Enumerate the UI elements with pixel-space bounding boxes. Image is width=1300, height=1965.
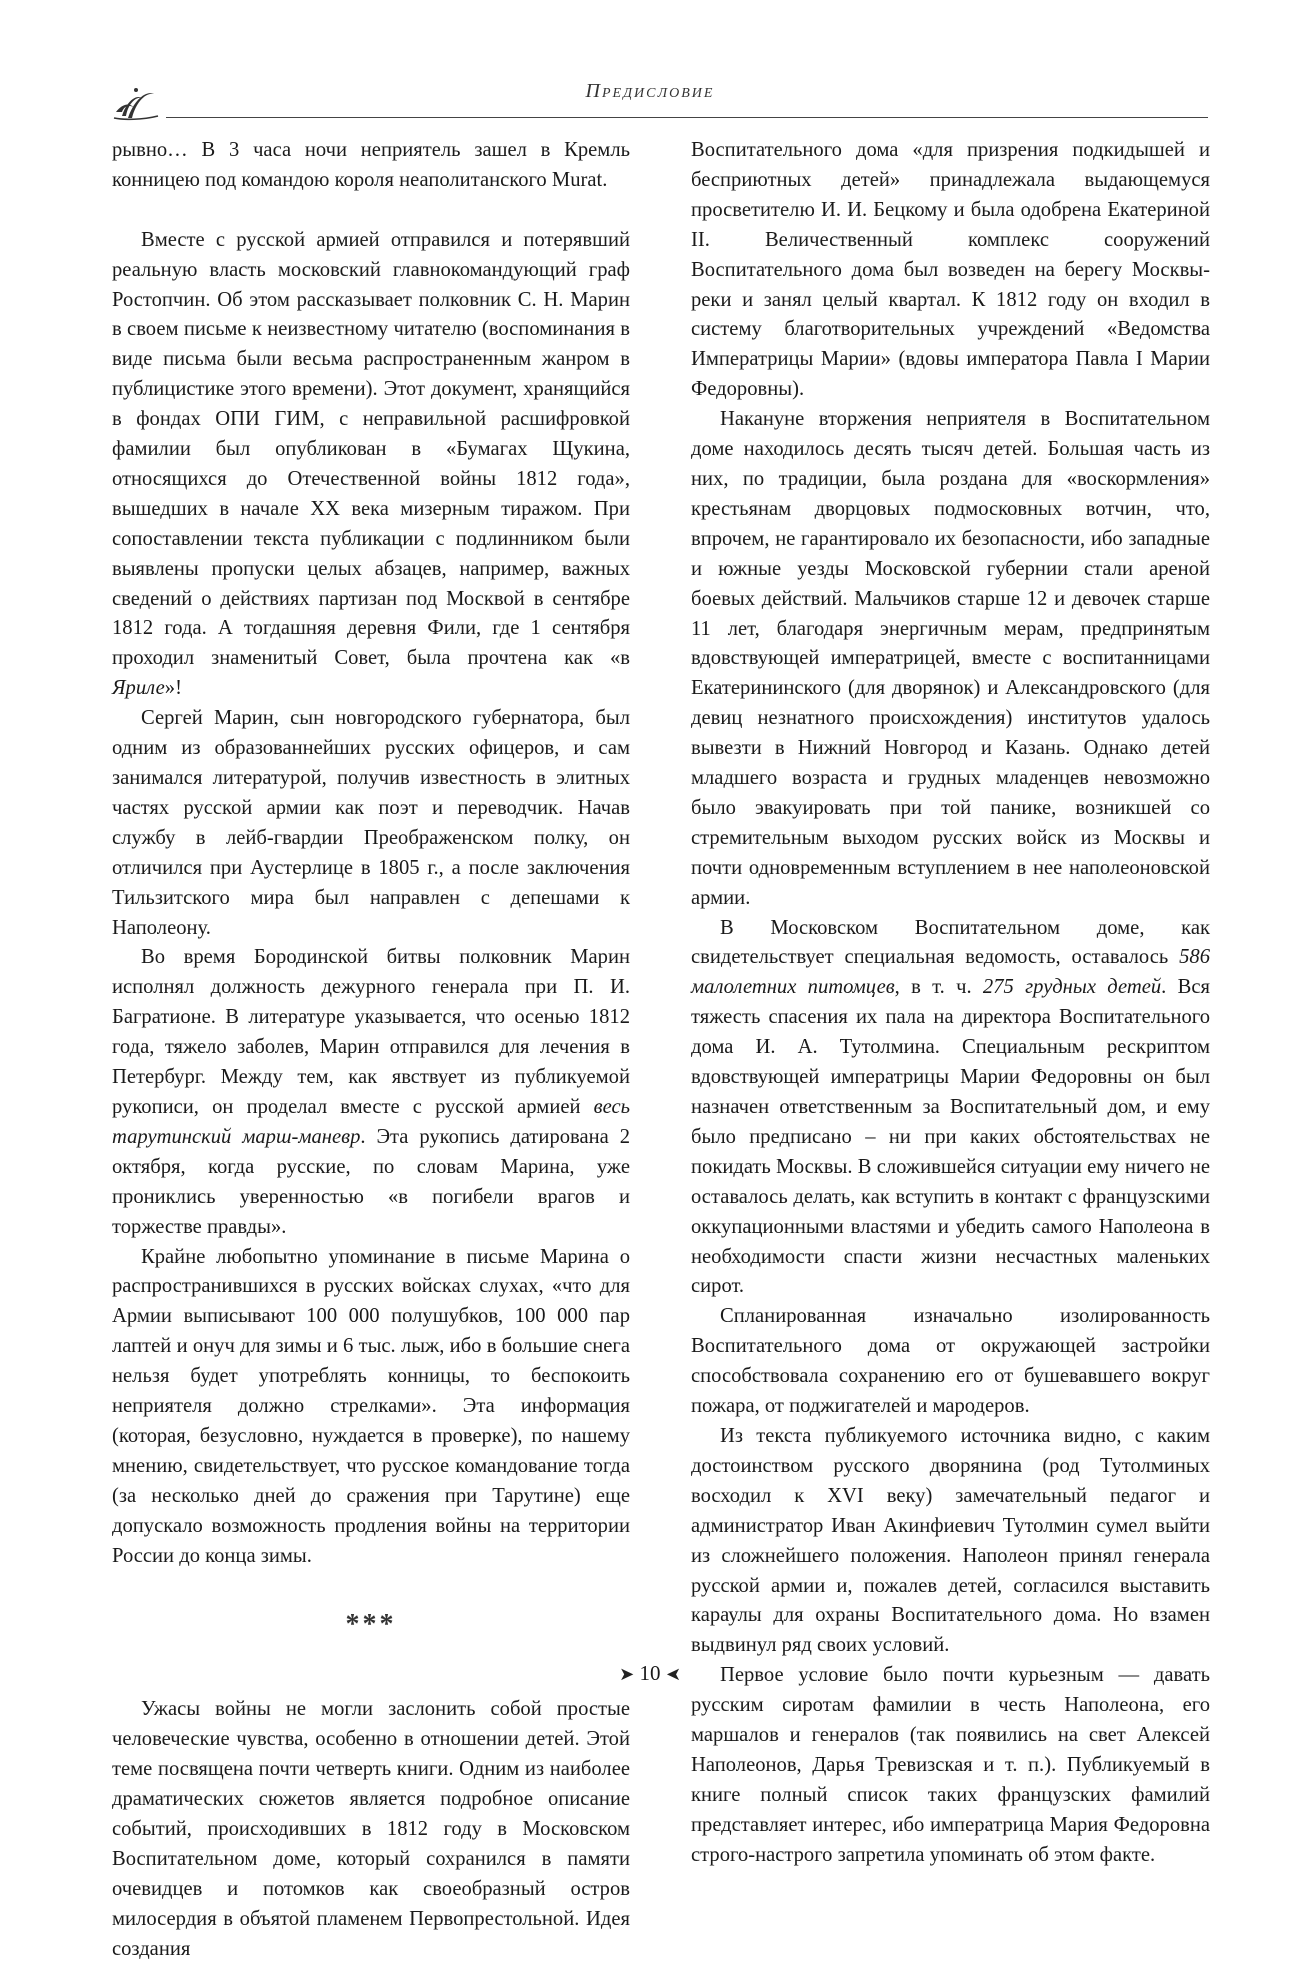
left-arrow-icon: ➤ <box>665 1664 681 1684</box>
paragraph: Спланированная изначально изолированность Воспитательного дома от окружающей застройки способствовала сохранению его от бушевавшего вокруг пожара, от поджигателей и мародеров. <box>691 1305 1210 1418</box>
paragraph: В Московском Воспитательном доме, как свидетельствует специальная ведомость, оставалось 586 малолетних питомцев, в т. ч. 275 грудных детей. Вся тяжесть спасения их пала на директора Воспитательного дома И. А. Тутолмина. Специальным рескриптом вдовствующей императрицы Марии Федоровны он был назначен ответственным за Воспитательный дом, и ему было предписано – ни при каких обстоятельствах не покидать Москвы. В сложившейся ситуации ему ничего не оставалось делать, как вступить в контакт с французскими оккупационными властями и убедить самого Наполеона в необходимости спасти жизни несчастных маленьких сирот. <box>691 916 1210 1298</box>
paragraph: Воспитательного дома «для призрения подкидышей и бесприютных детей» принадлежала выдающемуся просветителю И. И. Бецкому и была одобрена Екатериной II. Величественный комплекс сооружений Воспитательного дома был возведен на берегу Москвы-реки и занял целый квартал. К 1812 году он входил в систему благотворительных учреждений «Ведомства Императрицы Марии» (вдовы императора Павла I Марии Федоровны). <box>691 139 1210 401</box>
section-separator: *** <box>345 1609 397 1641</box>
paragraph: Крайне любопытно упоминание в письме Марина о распространившихся в русских войсках слухах, «что для Армии выписывают 100 000 полушубков, 100 000 пар лаптей и онуч для зимы и 6 тыс. лыж, ибо в большие снега нельзя будет употреблять конницы, то беспокоить неприятеля должно стрелками». Эта информация (которая, безусловно, нуждается в проверке), по нашему мнению, свидетельствует, что русское командование тогда (за несколько дней до сражения при Тарутине) еще допускало возможность продления войны на территории России до конца зимы. <box>112 1245 630 1567</box>
header-rule <box>166 117 1208 118</box>
page-footer <box>0 1661 1300 1686</box>
paragraph: Сергей Марин, сын новгородского губернатора, был одним из образованнейших русских офицеров, и сам занимался литературой, получив известность в элитных частях русской армии как поэт и переводчик. Начав службу в лейб-гвардии Преображенском полку, он отличился при Аустерлице в 1805 г., а после заключения Тильзитского мира был направлен с депешами к Наполеону. <box>112 707 630 939</box>
running-header: Предисловие <box>585 80 715 102</box>
right-arrow-icon: ➤ <box>619 1664 635 1684</box>
left-column <box>112 136 630 1965</box>
paragraph: Из текста публикуемого источника видно, с каким достоинством русского дворянина (род Тутолминых восходил к XVI веку) замечательный педагог и администратор Иван Акинфиевич Тутолмин сумел выйти из сложнейшего положения. Наполеон принял генерала русской армии и, пожалев детей, согласился выставить караулы для охраны Воспитательного дома. Но взамен выдвинул ряд своих условий. <box>691 1424 1210 1657</box>
paragraph: Накануне вторжения неприятеля в Воспитательном доме находилось десять тысяч детей. Большая часть из них, по традиции, была роздана для «воскормления» крестьянам дворцовых подмосковных вотчин, что, впрочем, не гарантировало их безопасности, ибо западные и южные уезды Московской губернии стали ареной боевых действий. Мальчиков старше 12 и девочек старше 11 лет, благодаря энергичным мерам, предпринятым вдовствующей императрицей, вместе с воспитанницами Екатерининского (для дворянок) и Александровского (для девиц незнатного происхождения) институтов удалось вывезти в Нижний Новгород и Казань. Однако детей младшего возраста и грудных младенцев невозможно было эвакуировать при той панике, возникшей со стремительным выходом русских войск из Москвы и почти одновременным вступлением в нее наполеоновской армии. <box>691 408 1210 909</box>
paragraph: Ужасы войны не могли заслонить собой простые человеческие чувства, особенно в отношении детей. Этой теме посвящена почти четверть книги. Одним из наиболее драматических сюжетов является подробное описание событий, происходивших в 1812 году в Московском Воспитательном доме, который сохранился в памяти очевидцев и потомков как своеобразный остров милосердия в объятой пламенем Первопрестольной. Идея создания <box>112 1698 630 1960</box>
ornament-icon <box>112 82 160 122</box>
paragraph: Во время Бородинской битвы полковник Марин исполнял должность дежурного генерала при П. И. Багратионе. В литературе указывается, что осенью 1812 года, тяжело заболев, Марин отправился для лечения в Петербург. Между тем, как явствует из публикуемой рукописи, он проделал вместе с русской армией весь тарутинский марш-маневр. Эта рукопись датирована 2 октября, когда русские, по словам Марина, уже прониклись уверенностью «в погибели врагов и торжестве правды». <box>112 946 630 1238</box>
paragraph: Вместе с русской армией отправился и потерявший реальную власть московский главнокомандующий граф Ростопчин. Об этом рассказывает полковник С. Н. Марин в своем письме к неизвестному читателю (воспоминания в виде письма были весьма распространенным жанром в публицистике этого времени). Этот документ, хранящийся в фондах ОПИ ГИМ, с неправильной расшифровкой фамилии был опубликован в «Бумагах Щукина, относящихся до Отечественной войны 1812 года», вышедших в начале XX века мизерным тиражом. При сопоставлении текста публикации с подлинником были выявлены пропуски целых абзацев, например, важных сведений о действиях партизан под Москвой в сентябре 1812 года. А тогдашняя деревня Фили, где 1 сентября проходил знаменитый Совет, была прочтена как «в Яриле»! <box>112 228 630 700</box>
paragraph: Первое условие было почти курьезным — давать русским сиротам фамилии в честь Наполеона, его маршалов и генералов (так появились на свет Алексей Наполеонов, Дарья Тревизская и т. п.). Публикуемый в книге полный список таких французских фамилий представляет интерес, ибо императрица Мария Федоровна строго-настрого запретила упоминать об этом факте. <box>691 1664 1210 1866</box>
right-column <box>691 136 1210 1871</box>
paragraph: рывно… В 3 часа ночи неприятель зашел в Кремль конницею под командою короля неаполитанского Murat. <box>112 139 630 191</box>
page-number: 10 <box>639 1661 661 1685</box>
